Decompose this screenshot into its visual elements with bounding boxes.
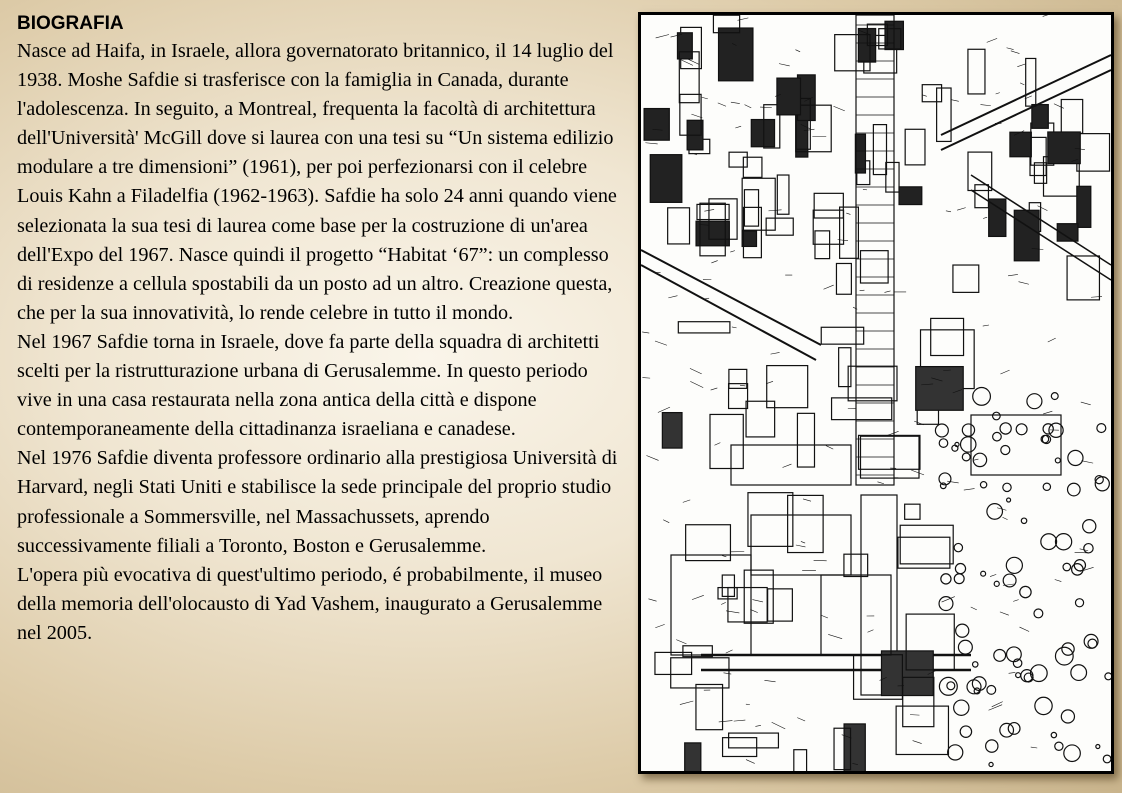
architectural-sketch-image [638, 12, 1114, 774]
sketch-drawing [641, 15, 1111, 771]
paragraph-israel: Nel 1967 Safdie torna in Israele, dove fa parte della squadra di architetti scelti per la ristrutturazione urbana di Gerusalemme. In questo periodo vive in una casa restaurata nella zona antica della città e dispone contemporaneamente della cittadinanza israeliana e canadese. [17, 330, 600, 441]
biography-text [17, 10, 627, 648]
paragraph-yad-vashem: L'opera più evocativa di quest'ultimo periodo, é probabilmente, il museo della memoria dell'olocausto di Yad Vashem, inaugurato a Gerusalemme nel 2005. [17, 563, 603, 644]
slide-title: BIOGRAFIA [17, 13, 124, 34]
paragraph-harvard: Nel 1976 Safdie diventa professore ordinario alla prestigiosa Università di Harvard, negli Stati Uniti e stabilisce la sede principale del proprio studio professionale a Sommersville, nel Massachussets, aprendo successivamente filiali a Toronto, Boston e Gerusalemme. [17, 447, 618, 557]
paragraph-early-life: Nasce ad Haifa, in Israele, allora governatorato britannico, il 14 luglio del 1938. Moshe Safdie si trasferisce con la famiglia in Canada, durante l'adolescenza. In seguito, a Montreal, frequenta la facoltà di architettura dell'Università' McGill dove si laurea con una tesi su “Un sistema edilizio modulare a tre dimensioni” (1961), per poi perfezionarsi con il celebre Louis Kahn a Filadelfia (1962-1963). Safdie ha solo 24 anni quando viene selezionata la sua tesi di laurea come base per la costruzione di un'area dell'Expo del 1967. Nasce quindi il progetto “Habitat ‘67”: un complesso di residenze a cellula spostabili da un posto ad un altro. Creazione questa, che per la sua innovatività, lo rende celebre in tutto il mondo. [17, 40, 617, 324]
